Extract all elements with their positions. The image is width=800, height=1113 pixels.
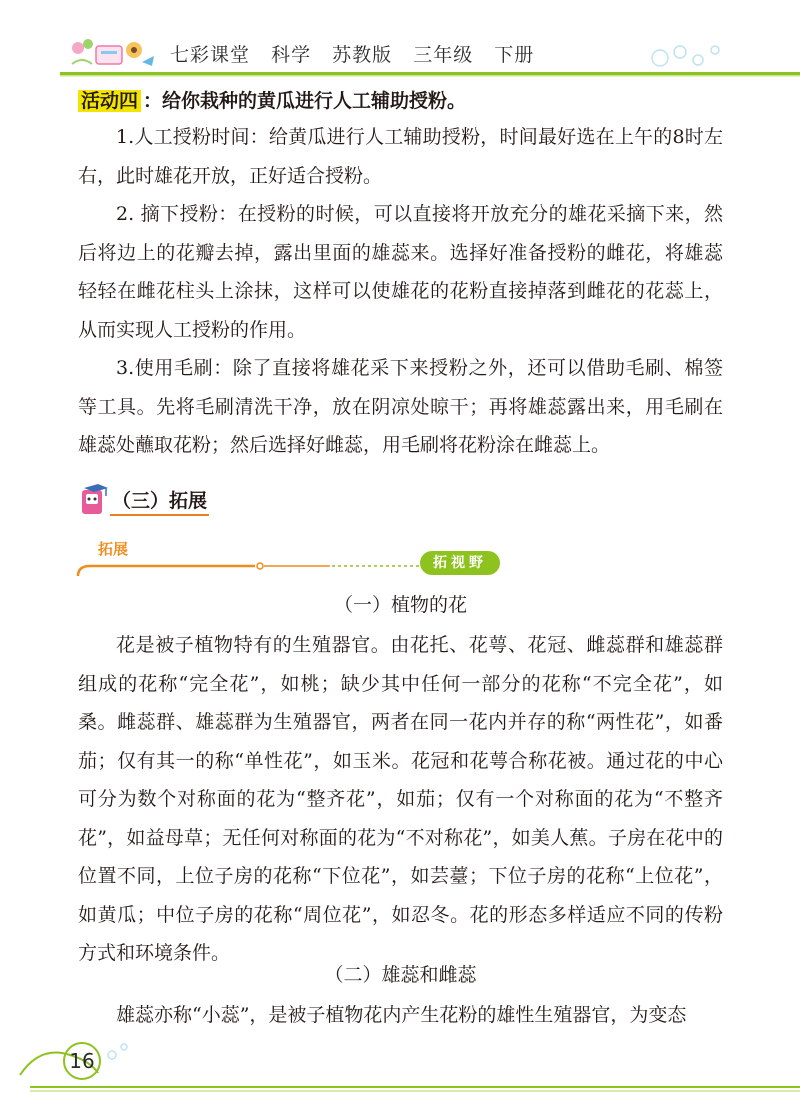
activity-label: 活动四 (78, 90, 141, 112)
activity-section (78, 84, 723, 465)
book-mascot-icon (78, 482, 110, 516)
header-title (170, 40, 548, 67)
article-2-heading: （二）雄蕊和雌蕊 (324, 964, 477, 986)
extension-label: 拓展 (98, 540, 129, 558)
extension-badge: 拓视野 (420, 551, 500, 575)
activity-title-text: ：给你栽种的黄瓜进行人工辅助授粉。 (143, 90, 467, 112)
section-heading (78, 482, 378, 518)
header-item-edition: 苏教版 (332, 44, 393, 66)
activity-paragraph-2: 2. 摘下授粉：在授粉的时候，可以直接将开放充分的雄花采摘下来，然后将边上的花瓣去掉，露出里面的雄蕊来。选择好准备授粉的雌花，将雄蕊轻轻在雌花柱头上涂抹，这样可以使雄花的花粉直接掉落到雌花的花蕊上，从而实现人工授粉的作用。 (78, 203, 723, 341)
header-logo-icon (68, 36, 158, 70)
header-item-volume: 下册 (494, 44, 535, 66)
header-item-subject: 科学 (271, 44, 312, 66)
article-plant-flower (78, 588, 723, 973)
header-bubbles-icon (640, 40, 770, 70)
article-2-paragraph: 雄蕊亦称“小蕊”，是被子植物花内产生花粉的雄性生殖器官，为变态 (116, 1004, 687, 1026)
footer-decoration (0, 1025, 800, 1113)
article-1-heading: （一）植物的花 (333, 594, 467, 616)
page-footer (0, 1025, 800, 1113)
header-divider (60, 70, 800, 78)
article-1-paragraph: 花是被子植物特有的生殖器官。由花托、花萼、花冠、雌蕊群和雄蕊群组成的花称“完全花”，如桃；缺少其中任何一部分的花称“不完全花”，如桑。雌蕊群、雄蕊群为生殖器官，两者在同一花内并存的称“两性花”，如番茄；仅有其一的称“单性花”，如玉米。花冠和花萼合称花被。通过花的中心可分为数个对称面的花为“整齐花”，如茄；仅有一个对称面的花为“不整齐花”，如益母草；无任何对称面的花为“不对称花”，如美人蕉。子房在花中的位置不同，上位子房的花称“下位花”，如芸薹；下位子房的花称“上位花”，如黄瓜；中位子房的花称“周位花”，如忍冬。花的形态多样适应不同的传粉方式和环境条件。 (78, 634, 723, 964)
section-title: （三）拓展 (110, 486, 209, 516)
article-stamen-pistil (78, 958, 723, 1035)
activity-paragraph-3: 3.使用毛刷：除了直接将雄花采下来授粉之外，还可以借助毛刷、棉签等工具。先将毛刷清洗干净，放在阴凉处晾干；再将雄蕊露出来，用毛刷在雄蕊处蘸取花粉；然后选择好雌蕊，用毛刷将花粉涂在雌蕊上。 (78, 357, 723, 456)
page-number: 16 (69, 1049, 95, 1073)
activity-paragraph-1: 1.人工授粉时间：给黄瓜进行人工辅助授粉，时间最好选在上午的8时左右，此时雄花开放，正好适合授粉。 (78, 126, 723, 187)
header-item-series: 七彩课堂 (170, 44, 251, 66)
header-item-grade: 三年级 (413, 44, 474, 66)
activity-heading (78, 84, 723, 118)
page-header (0, 0, 800, 80)
